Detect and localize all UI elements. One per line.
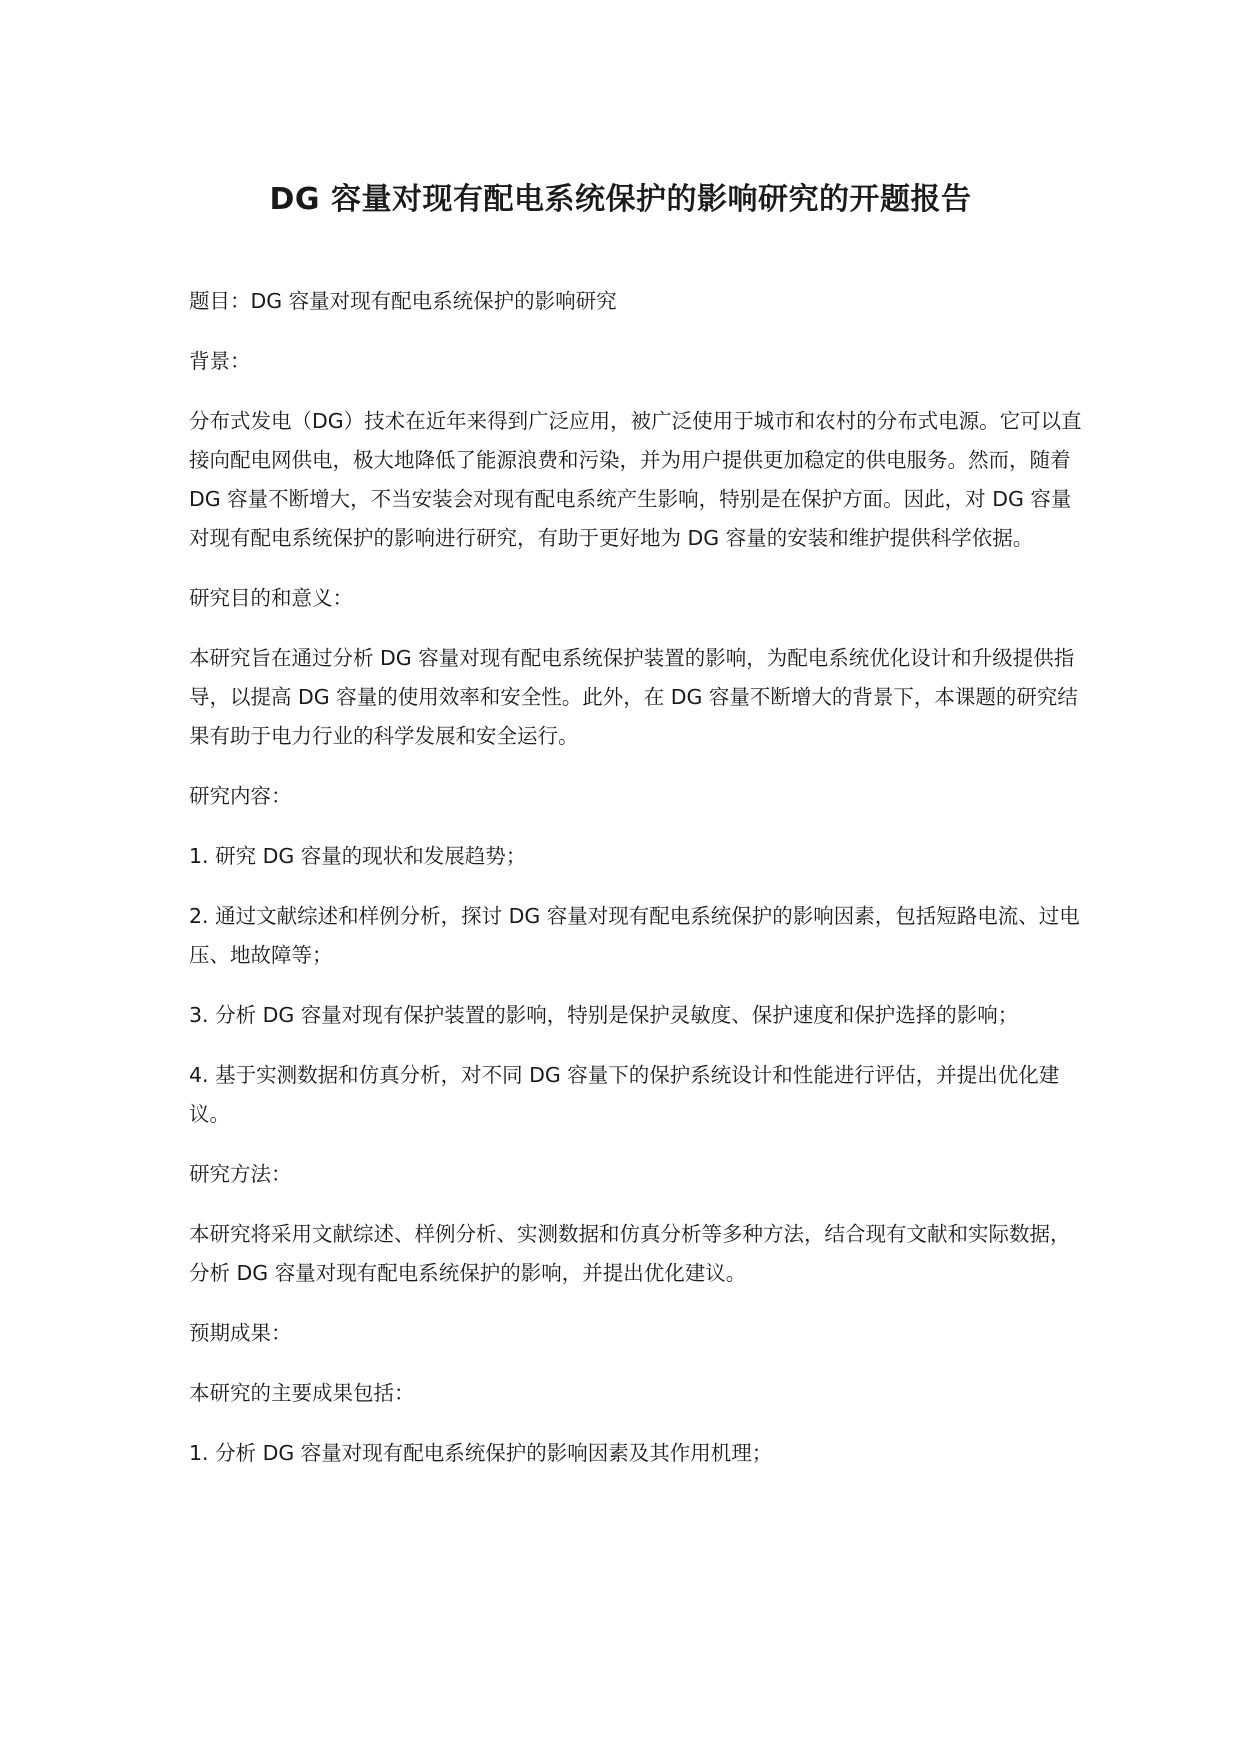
list-item-content-2: 2. 通过文献综述和样例分析，探讨 DG 容量对现有配电系统保护的影响因素，包括短路电流、过电压、地故障等； <box>189 904 1080 967</box>
paragraph-purpose: 本研究旨在通过分析 DG 容量对现有配电系统保护装置的影响，为配电系统优化设计和升级提供指导，以提高 DG 容量的使用效率和安全性。此外，在 DG 容量不断增大的背景下，本课题的研究结果有助于电力行业的科学发展和安全运行。 <box>189 646 1078 748</box>
paragraph-topic: 题目：DG 容量对现有配电系统保护的影响研究 <box>189 289 617 313</box>
document-body <box>189 282 1089 1494</box>
heading-method: 研究方法： <box>189 1162 292 1186</box>
paragraph-results-intro: 本研究的主要成果包括： <box>189 1381 415 1405</box>
heading-content: 研究内容： <box>189 784 292 808</box>
paragraph-background: 分布式发电（DG）技术在近年来得到广泛应用，被广泛使用于城市和农村的分布式电源。它可以直接向配电网供电，极大地降低了能源浪费和污染，并为用户提供更加稳定的供电服务。然而，随着 DG 容量不断增大，不当安装会对现有配电系统产生影响，特别是在保护方面。因此，对 DG 容量对现有配电系统保护的影响进行研究，有助于更好地为 DG 容量的安装和维护提供科学依据。 <box>189 409 1082 550</box>
heading-expected-results: 预期成果： <box>189 1321 292 1345</box>
paragraph-method: 本研究将采用文献综述、样例分析、实测数据和仿真分析等多种方法，结合现有文献和实际数据，分析 DG 容量对现有配电系统保护的影响，并提出优化建议。 <box>189 1222 1071 1285</box>
list-item-content-3: 3. 分析 DG 容量对现有保护装置的影响，特别是保护灵敏度、保护速度和保护选择的影响； <box>189 1003 1019 1027</box>
list-item-content-1: 1. 研究 DG 容量的现状和发展趋势； <box>189 844 527 868</box>
list-item-content-4: 4. 基于实测数据和仿真分析，对不同 DG 容量下的保护系统设计和性能进行评估，并提出优化建议。 <box>189 1063 1060 1126</box>
heading-purpose: 研究目的和意义： <box>189 586 353 610</box>
heading-background: 背景： <box>189 349 251 373</box>
document-title: DG 容量对现有配电系统保护的影响研究的开题报告 <box>269 182 972 217</box>
list-item-result-1: 1. 分析 DG 容量对现有配电系统保护的影响因素及其作用机理； <box>189 1441 773 1465</box>
